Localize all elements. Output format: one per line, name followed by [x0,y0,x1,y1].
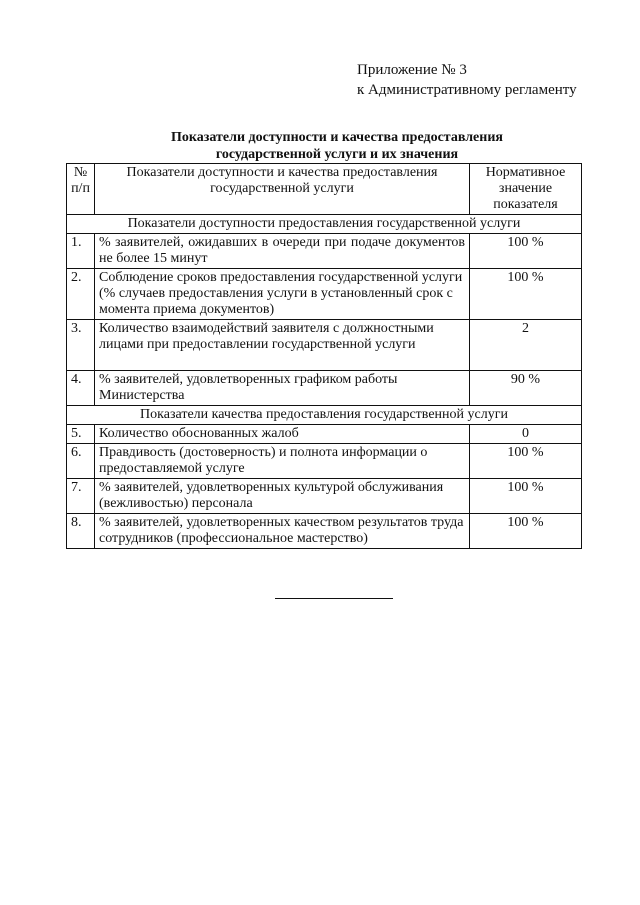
row-indicator: Соблюдение сроков предоставления государственной услуги (% случаев предоставления услуги в установленный срок с момента приема документов) [95,269,470,320]
row-number: 3. [67,320,95,371]
row-value: 100 % [470,514,582,549]
section-heading-row [67,215,582,234]
section-heading-quality: Показатели качества предоставления государственной услуги [67,406,582,425]
table-row [67,479,582,514]
row-value: 100 % [470,479,582,514]
row-indicator: % заявителей, удовлетворенных качеством результатов труда сотрудников (профессиональное мастерство) [95,514,470,549]
table-row [67,234,582,269]
row-value: 0 [470,425,582,444]
section-heading-accessibility: Показатели доступности предоставления государственной услуги [67,215,582,234]
table-row [67,371,582,406]
table-row [67,514,582,549]
row-number: 2. [67,269,95,320]
row-value: 100 % [470,269,582,320]
row-number: 6. [67,444,95,479]
row-indicator: % заявителей, ожидавших в очереди при подаче документов не более 15 минут [95,234,470,269]
table-row [67,320,582,371]
row-indicator: Правдивость (достоверность) и полнота информации о предоставляемой услуге [95,444,470,479]
appendix-reference: к Административному регламенту [357,82,577,98]
row-indicator: % заявителей, удовлетворенных культурой обслуживания (вежливостью) персонала [95,479,470,514]
end-of-document-rule [275,598,393,599]
row-number: 4. [67,371,95,406]
row-number: 1. [67,234,95,269]
row-indicator: % заявителей, удовлетворенных графиком работы Министерства [95,371,470,406]
header-indicator: Показатели доступности и качества предоставления государственной услуги [95,164,470,215]
appendix-number: Приложение № 3 [357,62,467,78]
indicators-table [66,163,582,549]
table-row [67,425,582,444]
row-indicator: Количество взаимодействий заявителя с должностными лицами при предоставлении государственной услуги [95,320,470,371]
header-normative-value: Нормативное значение показателя [470,164,582,215]
table-row [67,269,582,320]
document-title-line-2: государственной услуги и их значения [215,147,459,162]
appendix-label [357,60,577,100]
row-value: 90 % [470,371,582,406]
document-title [95,129,579,163]
row-indicator: Количество обоснованных жалоб [95,425,470,444]
row-value: 2 [470,320,582,371]
row-value: 100 % [470,234,582,269]
document-title-line-1: Показатели доступности и качества предоставления [171,130,503,145]
row-number: 8. [67,514,95,549]
row-number: 7. [67,479,95,514]
table-header-row [67,164,582,215]
table-row [67,444,582,479]
header-number: № п/п [67,164,95,215]
row-number: 5. [67,425,95,444]
section-heading-row [67,406,582,425]
row-value: 100 % [470,444,582,479]
